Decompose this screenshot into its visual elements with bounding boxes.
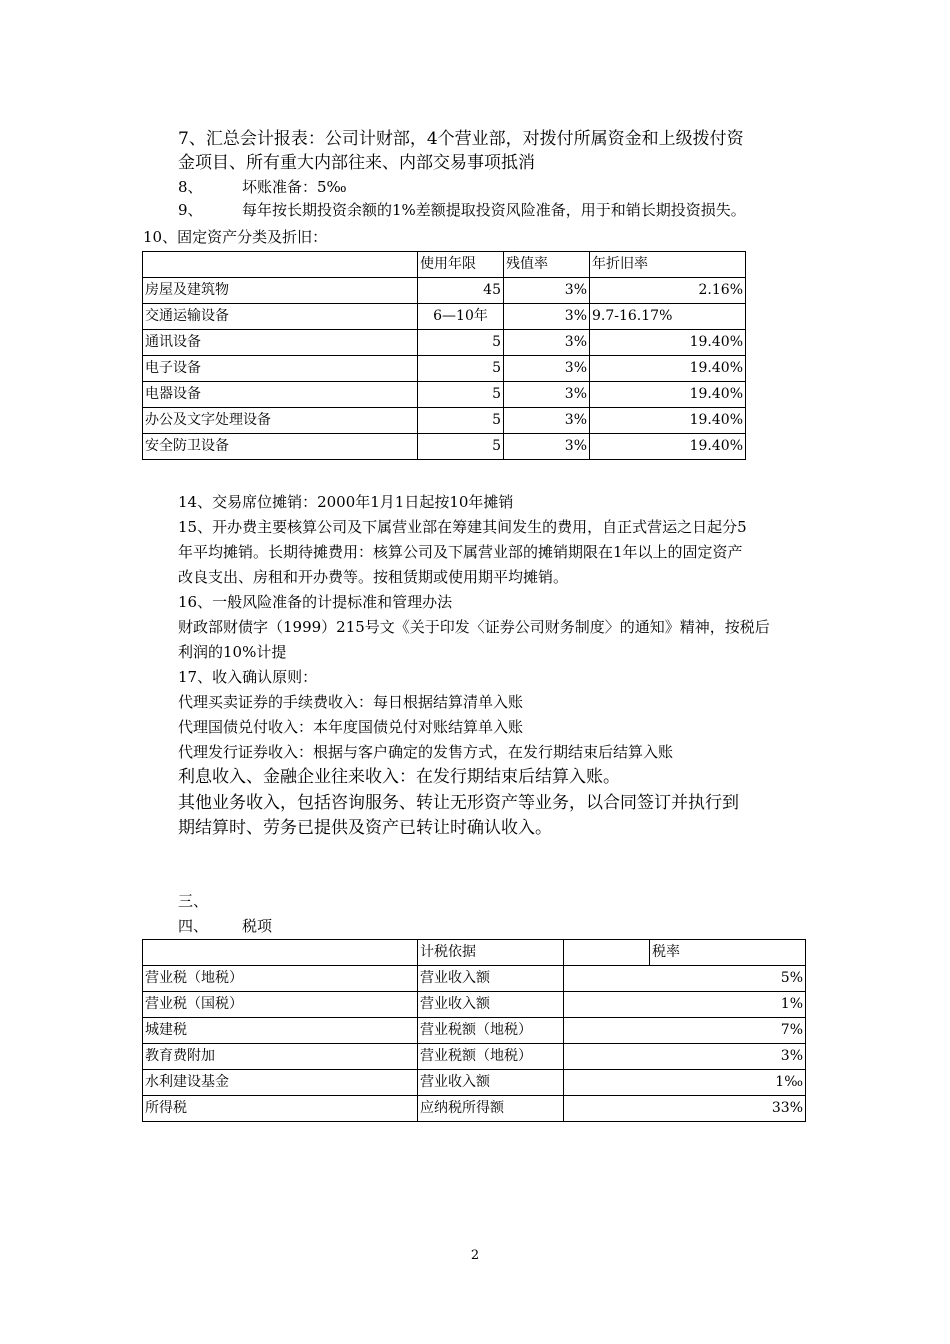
residual-rate: 3% [504, 330, 590, 356]
useful-life: 5 [418, 408, 504, 434]
table-row [143, 330, 746, 356]
paragraph-7-line-1: 7、汇总会计报表：公司计财部，4个营业部，对拨付所属资金和上级拨付资 [178, 129, 744, 149]
table-row [143, 992, 806, 1018]
paragraph-16-detail-line-2: 利润的10%计提 [178, 643, 287, 661]
useful-life: 5 [418, 356, 504, 382]
tax-basis: 应纳税所得额 [418, 1096, 564, 1122]
table-row [143, 1018, 806, 1044]
paragraph-16: 16、一般风险准备的计提标准和管理办法 [178, 593, 453, 611]
tax-name: 水利建设基金 [143, 1070, 418, 1096]
paragraph-8-text: 坏账准备：5‰ [242, 178, 347, 196]
section-4-heading [178, 916, 272, 936]
tax-rate: 1‰ [564, 1070, 806, 1096]
table-row [143, 966, 806, 992]
tax-name: 教育费附加 [143, 1044, 418, 1070]
tax-name: 城建税 [143, 1018, 418, 1044]
table-header-cell [143, 940, 418, 966]
paragraph-17-b: 代理国债兑付收入：本年度国债兑付对账结算单入账 [178, 718, 524, 736]
depreciation-rate: 19.40% [590, 356, 746, 382]
paragraph-15-line-1: 15、开办费主要核算公司及下属营业部在筹建其间发生的费用，自正式营运之日起分5 [178, 518, 747, 536]
table-header-row [143, 940, 806, 966]
paragraph-10: 10、固定资产分类及折旧： [143, 228, 328, 246]
tax-rate: 5% [564, 966, 806, 992]
tax-basis: 营业收入额 [418, 992, 564, 1018]
tax-name: 所得税 [143, 1096, 418, 1122]
paragraph-8-number: 8、 [178, 178, 203, 196]
table-header-cell: 年折旧率 [590, 252, 746, 278]
table-row [143, 408, 746, 434]
useful-life: 45 [418, 278, 504, 304]
asset-category: 电子设备 [143, 356, 418, 382]
residual-rate: 3% [504, 382, 590, 408]
paragraph-17-c: 代理发行证券收入：根据与客户确定的发售方式，在发行期结束后结算入账 [178, 743, 674, 761]
section-3-heading: 三、 [178, 892, 209, 910]
paragraph-8 [178, 177, 347, 197]
paragraph-16-detail-line-1: 财政部财债字（1999）215号文《关于印发〈证券公司财务制度〉的通知》精神，按税后 [178, 618, 770, 636]
useful-life: 5 [418, 382, 504, 408]
residual-rate: 3% [504, 356, 590, 382]
residual-rate: 3% [504, 408, 590, 434]
tax-rate: 1% [564, 992, 806, 1018]
table-row [143, 1044, 806, 1070]
table-header-cell: 税率 [650, 940, 806, 966]
tax-basis: 营业税额（地税） [418, 1044, 564, 1070]
useful-life: 5 [418, 434, 504, 460]
tax-basis: 营业税额（地税） [418, 1018, 564, 1044]
tax-basis: 营业收入额 [418, 1070, 564, 1096]
table-row [143, 1096, 806, 1122]
residual-rate: 3% [504, 434, 590, 460]
depreciation-rate: 19.40% [590, 408, 746, 434]
table-row [143, 434, 746, 460]
table-row [143, 1070, 806, 1096]
table-header-row [143, 252, 746, 278]
depreciation-rate: 19.40% [590, 434, 746, 460]
tax-rate: 3% [564, 1044, 806, 1070]
asset-category: 安全防卫设备 [143, 434, 418, 460]
paragraph-7-line-2: 金项目、所有重大内部往来、内部交易事项抵消 [178, 153, 535, 173]
paragraph-17: 17、收入确认原则： [178, 668, 318, 686]
section-4-title: 税项 [242, 917, 273, 935]
asset-category: 电器设备 [143, 382, 418, 408]
tax-table [142, 939, 806, 1122]
asset-category: 房屋及建筑物 [143, 278, 418, 304]
fixed-asset-table [142, 251, 746, 460]
asset-category: 通讯设备 [143, 330, 418, 356]
depreciation-rate: 19.40% [590, 382, 746, 408]
residual-rate: 3% [504, 278, 590, 304]
tax-name: 营业税（地税） [143, 966, 418, 992]
table-header-cell [564, 940, 650, 966]
paragraph-15-line-3: 改良支出、房租和开办费等。按租赁期或使用期平均摊销。 [178, 568, 569, 586]
paragraph-9 [178, 200, 746, 220]
paragraph-17-d: 利息收入、金融企业往来收入：在发行期结束后结算入账。 [178, 767, 620, 787]
paragraph-15-line-2: 年平均摊销。长期待摊费用：核算公司及下属营业部的摊销期限在1年以上的固定资产 [178, 543, 743, 561]
asset-category: 办公及文字处理设备 [143, 408, 418, 434]
paragraph-17-e-line-1: 其他业务收入，包括咨询服务、转让无形资产等业务，以合同签订并执行到 [178, 793, 739, 813]
paragraph-14: 14、交易席位摊销：2000年1月1日起按10年摊销 [178, 493, 514, 511]
depreciation-rate: 9.7-16.17% [590, 304, 746, 330]
table-row [143, 382, 746, 408]
tax-rate: 33% [564, 1096, 806, 1122]
table-row [143, 278, 746, 304]
tax-rate: 7% [564, 1018, 806, 1044]
table-header-cell: 残值率 [504, 252, 590, 278]
residual-rate: 3% [504, 304, 590, 330]
useful-life: 6—10年 [418, 304, 504, 330]
paragraph-17-e-line-2: 期结算时、劳务已提供及资产已转让时确认收入。 [178, 818, 552, 838]
table-header-cell: 使用年限 [418, 252, 504, 278]
paragraph-9-text: 每年按长期投资余额的1%差额提取投资风险准备，用于和销长期投资损失。 [242, 201, 746, 219]
useful-life: 5 [418, 330, 504, 356]
paragraph-17-a: 代理买卖证券的手续费收入：每日根据结算清单入账 [178, 693, 524, 711]
depreciation-rate: 2.16% [590, 278, 746, 304]
tax-name: 营业税（国税） [143, 992, 418, 1018]
tax-basis: 营业收入额 [418, 966, 564, 992]
depreciation-rate: 19.40% [590, 330, 746, 356]
table-header-cell: 计税依据 [418, 940, 564, 966]
paragraph-9-number: 9、 [178, 201, 203, 219]
page-number: 2 [470, 1248, 480, 1263]
section-4-number: 四、 [178, 917, 209, 935]
table-header-cell [143, 252, 418, 278]
table-row [143, 356, 746, 382]
table-row [143, 304, 746, 330]
asset-category: 交通运输设备 [143, 304, 418, 330]
